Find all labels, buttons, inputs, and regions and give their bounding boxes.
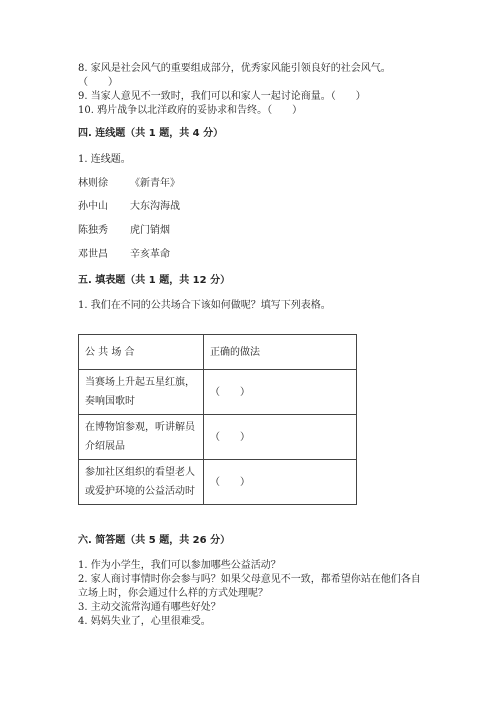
matching-left-item[interactable]: 林则徐 <box>78 178 108 189</box>
matching-question: 1. 连线题。 <box>78 154 131 165</box>
table-question: 1. 我们在不同的公共场合下该如何做呢？填写下列表格。 <box>78 300 331 311</box>
short-answer-line: 立场上时，你会通过什么样的方式处理呢？ <box>78 588 268 599</box>
short-answer-line: 3. 主动交流常沟通有哪些好处？ <box>78 602 221 613</box>
matching-right-item[interactable]: 辛亥革命 <box>130 249 170 260</box>
table-cell-answer[interactable]: （ ） <box>204 415 357 460</box>
matching-left-item[interactable]: 孙中山 <box>78 201 108 212</box>
short-answer-line: 1. 作为小学生，我们可以参加哪些公益活动？ <box>78 560 281 571</box>
table-cell-answer[interactable]: （ ） <box>204 460 357 505</box>
table-cell-place: 当赛场上升起五星红旗，奏响国歌时 <box>79 370 204 415</box>
section-heading-short-answer: 六. 简答题（共 5 题，共 26 分） <box>78 535 231 546</box>
matching-left-item[interactable]: 陈独秀 <box>78 225 108 236</box>
table-cell-place: 在博物馆参观，听讲解员介绍展品 <box>79 415 204 460</box>
table-header-row <box>79 335 357 370</box>
short-answer-line: 2. 家人商讨事情时你会参与吗？如果父母意见不一致，都希望你站在他们各自 <box>78 574 421 585</box>
table-cell-answer[interactable]: （ ） <box>204 370 357 415</box>
matching-left-item[interactable]: 邓世昌 <box>78 249 108 260</box>
short-answer-line: 4. 妈妈失业了，心里很难受。 <box>78 616 211 627</box>
tf-item-8-answer[interactable]: （ ） <box>78 77 118 88</box>
table-header-answer: 正确的做法 <box>204 335 357 370</box>
matching-right-item[interactable]: 虎门销烟 <box>130 225 170 236</box>
table-row <box>79 370 357 415</box>
section-heading-table: 五. 填表题（共 1 题，共 12 分） <box>78 275 231 286</box>
table-row <box>79 415 357 460</box>
matching-right-item[interactable]: 大东沟海战 <box>130 201 180 212</box>
fill-in-table <box>78 334 357 505</box>
table-row <box>79 460 357 505</box>
tf-item-10: 10. 鸦片战争以北洋政府的妥协求和告终。（ ） <box>78 105 303 116</box>
table-header-place: 公 共 场 合 <box>79 335 204 370</box>
tf-item-9: 9. 当家人意见不一致时，我们可以和家人一起讨论商量。（ ） <box>78 91 366 102</box>
matching-right-item[interactable]: 《新青年》 <box>130 178 180 189</box>
tf-item-8: 8. 家风是社会风气的重要组成部分，优秀家风能引领良好的社会风气。 <box>78 63 391 74</box>
table-cell-place: 参加社区组织的看望老人或爱护环境的公益活动时 <box>79 460 204 505</box>
section-heading-matching: 四. 连线题（共 1 题，共 4 分） <box>78 128 224 139</box>
